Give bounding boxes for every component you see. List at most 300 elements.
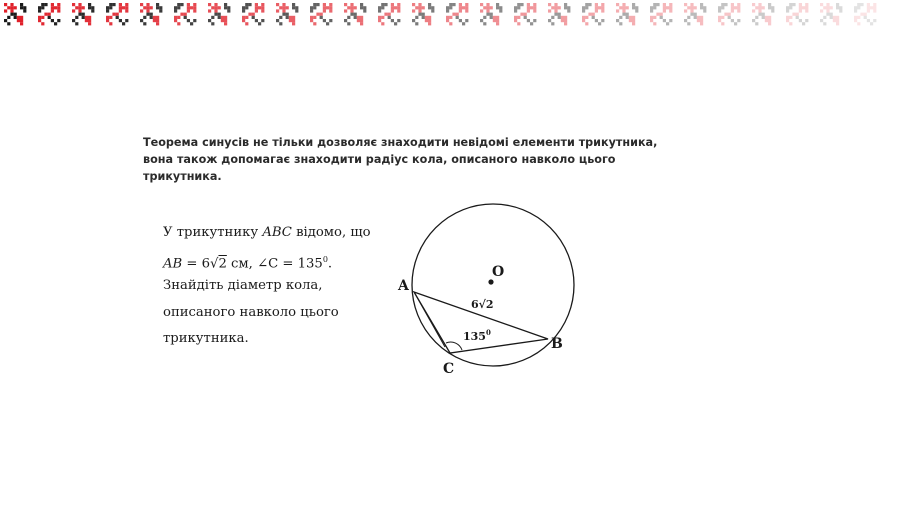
ornament-stitch (653, 22, 656, 25)
ornament-stitch (72, 19, 75, 22)
ornament-stitch (78, 13, 81, 16)
ornament-stitch (320, 16, 323, 19)
ornament-stitch (48, 13, 51, 16)
ornament-stitch (357, 16, 360, 19)
ornament-stitch (499, 6, 502, 9)
ornament-stitch (292, 22, 295, 25)
ornament-stitch (622, 13, 625, 16)
ornament-stitch (224, 3, 227, 6)
ornament-stitch (731, 19, 734, 22)
text: . (327, 255, 333, 271)
ornament-stitch (768, 16, 771, 19)
ornament-stitch (180, 3, 183, 6)
ornament-stitch (449, 16, 452, 19)
ornament-stitch (360, 16, 363, 19)
ornament-stitch (666, 6, 669, 9)
ornament-stitch (177, 3, 180, 6)
ornament-stitch (391, 19, 394, 22)
ornament-stitch (585, 22, 588, 25)
ornament-stitch (261, 6, 264, 9)
ornament-stitch (857, 3, 860, 6)
ornament-stitch (428, 22, 431, 25)
ornament-stitch (350, 6, 353, 9)
ornament-stitch (483, 22, 486, 25)
ornament-stitch (214, 6, 217, 9)
ornament-stitch (650, 9, 653, 12)
ornament-stitch (755, 16, 758, 19)
ornament-stitch (428, 19, 431, 22)
ornament-stitch (465, 19, 468, 22)
ornament-stitch (88, 19, 91, 22)
ornament-stitch (174, 6, 177, 9)
ornament-stitch (626, 13, 629, 16)
ornament-stitch (214, 9, 217, 12)
ornament-stitch (279, 16, 282, 19)
ornament-stitch (193, 19, 196, 22)
triangle-name: ABC (262, 225, 292, 240)
ornament-stitch (310, 9, 313, 12)
ornament-stitch (4, 19, 7, 22)
ornament-stitch (88, 22, 91, 25)
ornament-stitch (799, 6, 802, 9)
ornament-stitch (412, 19, 415, 22)
ornament-stitch (41, 16, 44, 19)
ornament-stitch (721, 16, 724, 19)
ornament-stitch (109, 16, 112, 19)
ornament-stitch (551, 16, 554, 19)
ornament-stitch (789, 6, 792, 9)
ornament-stitch (598, 22, 601, 25)
ornament-stitch (286, 6, 289, 9)
ornament-stitch (252, 16, 255, 19)
ornament-stitch (632, 6, 635, 9)
ornament-stitch (632, 22, 635, 25)
ornament-stitch (140, 19, 143, 22)
ornament-stitch (530, 6, 533, 9)
ornament-stitch (588, 3, 591, 6)
ornament-stitch (796, 13, 799, 16)
intro-line: вона також допомагає знаходити радіус кола, описаного навколо цього (143, 153, 616, 166)
angle-arc (446, 342, 462, 350)
ornament-stitch (483, 16, 486, 19)
ornament-stitch (78, 6, 81, 9)
ornament-stitch (106, 16, 109, 19)
ornament-stitch (320, 13, 323, 16)
ornament-stitch (54, 6, 57, 9)
ornament-stitch (582, 9, 585, 12)
ornament-stitch (700, 6, 703, 9)
ornament-stitch (486, 3, 489, 6)
ornament-stitch (820, 3, 823, 6)
ornament-stitch (486, 6, 489, 9)
ornament-stitch (51, 6, 54, 9)
ornament-stitch (428, 6, 431, 9)
ornament-stitch (721, 6, 724, 9)
ornament-stitch (496, 19, 499, 22)
ornament-stitch (412, 9, 415, 12)
ornament-stitch (690, 9, 693, 12)
ornament-stitch (493, 19, 496, 22)
ornament-stitch (245, 16, 248, 19)
ornament-stitch (187, 3, 190, 6)
ornament-stitch (88, 16, 91, 19)
ornament-stitch (564, 16, 567, 19)
ornament-stitch (85, 19, 88, 22)
ornament-stitch (23, 6, 26, 9)
ornament-stitch (517, 6, 520, 9)
ornament-stitch (14, 13, 17, 16)
ornament-stitch (156, 3, 159, 6)
ornament-stitch (381, 16, 384, 19)
ornament-stitch (762, 6, 765, 9)
ornament-stitch (41, 3, 44, 6)
ornament-stitch (282, 3, 285, 6)
ornament-stitch (159, 9, 162, 12)
ornament-stitch (836, 16, 839, 19)
ornament-stitch (792, 3, 795, 6)
ornament-stitch (653, 6, 656, 9)
ornament-stitch (752, 9, 755, 12)
ornament-stitch (446, 9, 449, 12)
ornament-stitch (650, 19, 653, 22)
ornament-stitch (598, 6, 601, 9)
ornament-stitch (177, 16, 180, 19)
ornament-stitch (88, 6, 91, 9)
ornament-stitch (156, 16, 159, 19)
ornament-stitch (218, 6, 221, 9)
ornament-stitch (282, 6, 285, 9)
ornament-stitch (146, 13, 149, 16)
ornament-stitch (82, 6, 85, 9)
ornament-stitch (533, 9, 536, 12)
ornament-stitch (261, 19, 264, 22)
ornament-stitch (854, 19, 857, 22)
ornament-stitch (418, 3, 421, 6)
ornament-stitch (697, 19, 700, 22)
ornament-stitch (7, 22, 10, 25)
intro-line: трикутника. (143, 170, 222, 183)
ornament-stitch (554, 6, 557, 9)
ornament-stitch (864, 16, 867, 19)
ornament-stitch (796, 16, 799, 19)
ornament-stitch (354, 6, 357, 9)
ornament-stitch (20, 22, 23, 25)
problem-line-5: трикутника. (163, 331, 249, 346)
ornament-stitch (245, 22, 248, 25)
ornament-stitch (224, 16, 227, 19)
ornament-stitch (329, 6, 332, 9)
ornament-stitch (823, 16, 826, 19)
ornament-stitch (122, 6, 125, 9)
ornament-stitch (85, 16, 88, 19)
ornament-stitch (78, 9, 81, 12)
ornament-stitch (449, 3, 452, 6)
ornament-stitch (75, 16, 78, 19)
ornament-stitch (75, 22, 78, 25)
ornament-stitch (10, 3, 13, 6)
ornament-stitch (51, 19, 54, 22)
ornament-stitch (533, 3, 536, 6)
ornament-stitch (684, 19, 687, 22)
ornament-stitch (397, 6, 400, 9)
label-b: B (551, 336, 563, 352)
ornament-stitch (187, 6, 190, 9)
ornament-stitch (737, 6, 740, 9)
ornament-stitch (391, 3, 394, 6)
ornament-stitch (23, 9, 26, 12)
ornament-stitch (347, 16, 350, 19)
ornament-stitch (860, 3, 863, 6)
circumcircle (412, 204, 574, 366)
ornament-stitch (449, 6, 452, 9)
embroidery-ornament-border (0, 0, 900, 34)
ornament-stitch (44, 3, 47, 6)
ornament-stitch (762, 13, 765, 16)
ornament-stitch (391, 9, 394, 12)
ornament-stitch (517, 22, 520, 25)
ornament-stitch (174, 9, 177, 12)
ornament-stitch (360, 22, 363, 25)
ornament-stitch (357, 19, 360, 22)
ornament-stitch (316, 3, 319, 6)
ornament-stitch (626, 16, 629, 19)
ornament-stitch (499, 9, 502, 12)
ornament-stitch (663, 19, 666, 22)
ornament-stitch (72, 3, 75, 6)
ornament-stitch (350, 3, 353, 6)
ornament-stitch (51, 3, 54, 6)
circle-triangle-figure (385, 200, 595, 380)
ornament-stitch (242, 16, 245, 19)
ornament-stitch (830, 13, 833, 16)
ornament-stitch (595, 6, 598, 9)
problem-line-2: AB = 6√2 см, ∠C = $135^0$. (163, 254, 333, 271)
ornament-stitch (752, 3, 755, 6)
ornament-stitch (211, 22, 214, 25)
center-point (488, 279, 493, 284)
ornament-stitch (551, 22, 554, 25)
ornament-stitch (422, 6, 425, 9)
ornament-stitch (218, 13, 221, 16)
label-c: C (443, 361, 455, 377)
ornament-stitch (601, 9, 604, 12)
ornament-stitch (527, 6, 530, 9)
ornament-stitch (656, 13, 659, 16)
ornament-stitch (7, 6, 10, 9)
ornament-stitch (558, 13, 561, 16)
problem-line-4: описаного навколо цього (163, 304, 339, 320)
ornament-stitch (490, 13, 493, 16)
ornament-stitch (388, 16, 391, 19)
ornament-stitch (632, 16, 635, 19)
ornament-stitch (490, 16, 493, 19)
ornament-stitch (718, 9, 721, 12)
ornament-stitch (20, 19, 23, 22)
ornament-stitch (363, 6, 366, 9)
ornament-stitch (119, 3, 122, 6)
ornament-stitch (582, 19, 585, 22)
ornament-stitch (786, 16, 789, 19)
ornament-stitch (313, 22, 316, 25)
ornament-stitch (700, 3, 703, 6)
ornament-stitch (622, 9, 625, 12)
ornament-stitch (146, 6, 149, 9)
ornament-stitch (112, 13, 115, 16)
ornament-stitch (326, 22, 329, 25)
ornament-stitch (802, 6, 805, 9)
ornament-stitch (397, 19, 400, 22)
ornament-stitch (669, 9, 672, 12)
ornament-stitch (789, 16, 792, 19)
ornament-stitch (533, 6, 536, 9)
ornament-stitch (854, 16, 857, 19)
ornament-stitch (381, 22, 384, 25)
ornament-stitch (109, 22, 112, 25)
ornament-stitch (480, 3, 483, 6)
ornament-stitch (150, 13, 153, 16)
ornament-stitch (177, 22, 180, 25)
ornament-stitch (585, 6, 588, 9)
ornament-stitch (187, 19, 190, 22)
text: = 6 (182, 255, 211, 271)
ornament-stitch (388, 13, 391, 16)
side-ab: AB (163, 255, 183, 271)
ornament-stitch (650, 6, 653, 9)
ornament-stitch (734, 6, 737, 9)
ornament-stitch (360, 6, 363, 9)
ornament-stitch (418, 13, 421, 16)
ornament-stitch (422, 13, 425, 16)
ornament-stitch (514, 19, 517, 22)
ornament-stitch (17, 19, 20, 22)
ornament-stitch (38, 16, 41, 19)
ornament-stitch (323, 9, 326, 12)
ornament-stitch (826, 3, 829, 6)
ornament-stitch (313, 6, 316, 9)
ornament-stitch (190, 6, 193, 9)
ornament-stitch (721, 22, 724, 25)
ornament-stitch (10, 6, 13, 9)
ornament-stitch (211, 16, 214, 19)
ornament-stitch (20, 6, 23, 9)
ornament-stitch (156, 22, 159, 25)
ornament-stitch (823, 6, 826, 9)
ornament-stitch (156, 19, 159, 22)
ornament-stitch (629, 19, 632, 22)
ornament-stitch (446, 19, 449, 22)
ornament-stitch (592, 16, 595, 19)
ornament-stitch (486, 9, 489, 12)
ornament-stitch (629, 16, 632, 19)
ornament-stitch (873, 19, 876, 22)
ornament-stitch (313, 3, 316, 6)
ornament-stitch (551, 6, 554, 9)
ornament-stitch (310, 16, 313, 19)
ornament-stitch (833, 16, 836, 19)
ornament-stitch (397, 9, 400, 12)
ornament-stitch (326, 6, 329, 9)
ornament-stitch (635, 9, 638, 12)
ornament-stitch (805, 3, 808, 6)
ornament-stitch (601, 19, 604, 22)
ornament-stitch (786, 19, 789, 22)
ornament-stitch (146, 3, 149, 6)
ornament-stitch (292, 6, 295, 9)
ornament-stitch (694, 16, 697, 19)
ornament-stitch (323, 19, 326, 22)
ornament-stitch (258, 22, 261, 25)
ornament-stitch (446, 16, 449, 19)
ornament-stitch (564, 19, 567, 22)
ornament-stitch (839, 6, 842, 9)
ornament-stitch (867, 3, 870, 6)
ornament-stitch (91, 9, 94, 12)
ornament-stitch (561, 19, 564, 22)
ornament-stitch (554, 13, 557, 16)
ornament-stitch (7, 16, 10, 19)
ornament-stitch (836, 6, 839, 9)
ornament-stitch (805, 19, 808, 22)
ornament-stitch (14, 16, 17, 19)
ornament-stitch (622, 3, 625, 6)
ornament-stitch (44, 13, 47, 16)
ornament-stitch (363, 9, 366, 12)
ornament-stitch (428, 16, 431, 19)
ornament-stitch (718, 19, 721, 22)
ornament-stitch (548, 9, 551, 12)
ornament-stitch (721, 3, 724, 6)
ornament-stitch (14, 6, 17, 9)
ornament-stitch (38, 9, 41, 12)
degree-sup: 0 (322, 254, 328, 264)
ornament-stitch (146, 9, 149, 12)
ornament-stitch (214, 3, 217, 6)
ornament-stitch (805, 6, 808, 9)
ornament-stitch (826, 9, 829, 12)
ornament-stitch (690, 13, 693, 16)
ornament-stitch (564, 22, 567, 25)
ornament-stitch (208, 9, 211, 12)
ornament-stitch (653, 16, 656, 19)
ornament-stitch (279, 6, 282, 9)
problem-line-3: Знайдіть діаметр кола, (163, 278, 323, 293)
ornament-stitch (650, 16, 653, 19)
ornament-stitch (830, 6, 833, 9)
ornament-stitch (496, 22, 499, 25)
ornament-stitch (731, 3, 734, 6)
ornament-stitch (561, 16, 564, 19)
ornament-stitch (452, 3, 455, 6)
label-o: O (492, 264, 505, 280)
ornament-stitch (20, 16, 23, 19)
ornament-stitch (276, 3, 279, 6)
ornament-stitch (567, 6, 570, 9)
ornament-stitch (329, 3, 332, 6)
ornament-stitch (180, 13, 183, 16)
ornament-stitch (558, 6, 561, 9)
ornament-stitch (255, 3, 258, 6)
ornament-stitch (771, 6, 774, 9)
ornament-stitch (527, 3, 530, 6)
ornament-stitch (242, 6, 245, 9)
ornament-stitch (595, 3, 598, 6)
ornament-stitch (792, 13, 795, 16)
intro-line: Теорема синусів не тільки дозволяє знаходити невідомі елементи трикутника, (143, 136, 658, 149)
ornament-stitch (530, 22, 533, 25)
ornament-stitch (459, 6, 462, 9)
ornament-stitch (820, 9, 823, 12)
ornament-stitch (684, 3, 687, 6)
